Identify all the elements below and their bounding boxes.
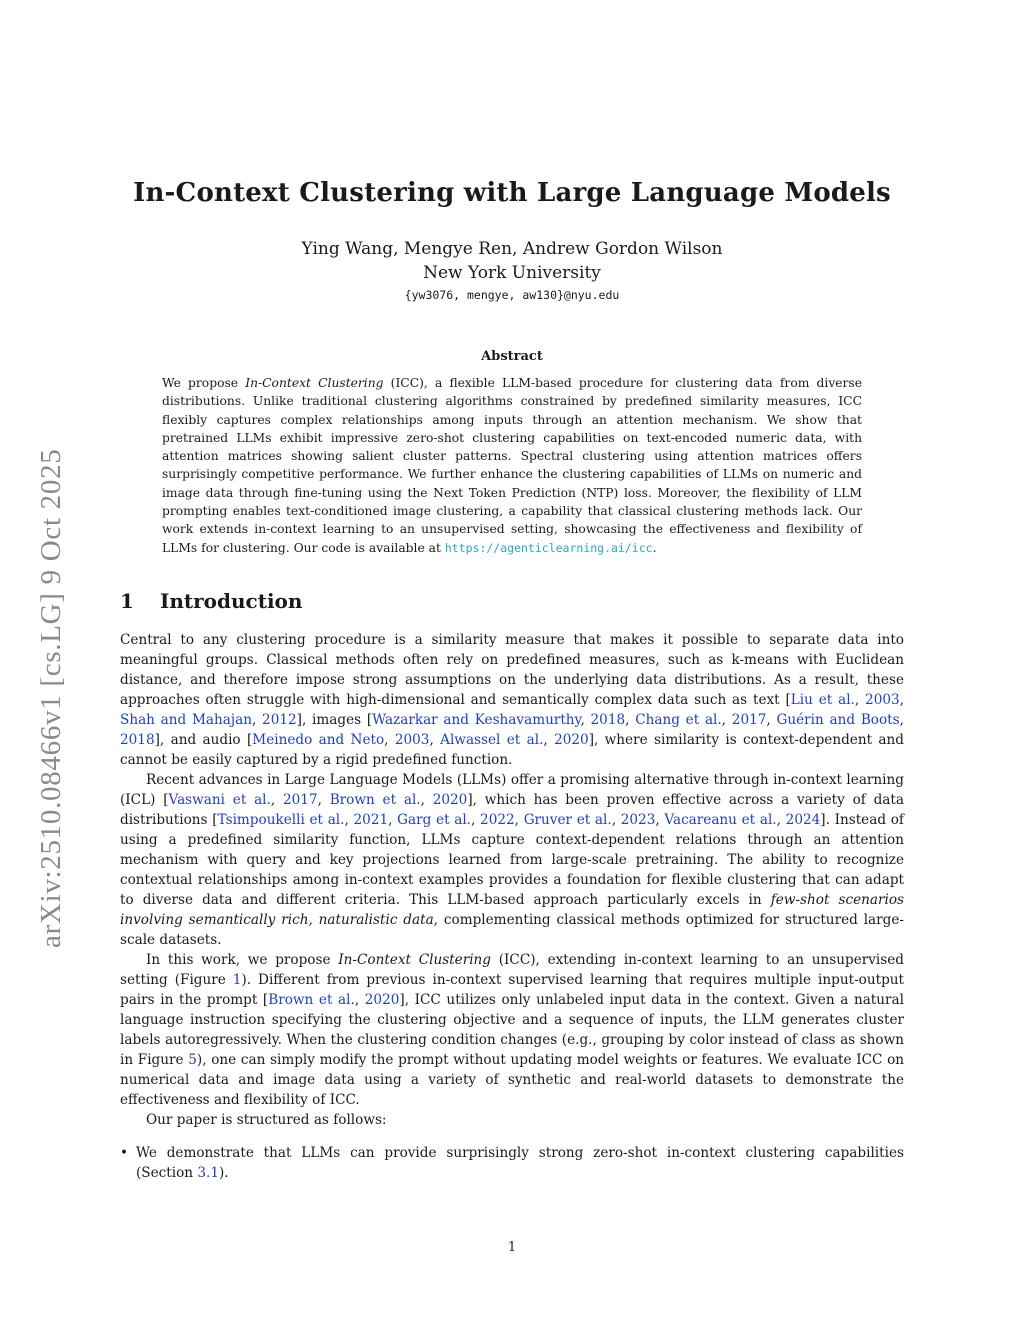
citation-link[interactable]: Liu et al. (790, 692, 855, 708)
citation-link[interactable]: Vaswani et al. (168, 792, 271, 808)
contribution-list (120, 1143, 904, 1183)
section-title: Introduction (160, 589, 303, 613)
citation-link[interactable]: Vacareanu et al. (664, 812, 777, 828)
text-run: ). (218, 1165, 229, 1181)
text-run: ], which has been proven effective across a variety of data distributions [ (120, 792, 904, 828)
section-reference-link[interactable]: 3.1 (197, 1165, 219, 1181)
text-run: , (471, 812, 481, 828)
text-run: , (344, 812, 354, 828)
text-run: , (766, 712, 777, 728)
text-run: , (655, 812, 665, 828)
author-emails: {yw3076, mengye, aw130}@nyu.edu (404, 288, 620, 302)
text-run: , (270, 792, 283, 808)
citation-link[interactable]: 2020 (432, 792, 468, 808)
page-number: 1 (507, 1240, 517, 1255)
text-run: , (625, 712, 636, 728)
text-run: , (429, 732, 441, 748)
text-run: Central to any clustering procedure is a similarity measure that makes it possible to separate data into meaningful groups. Classical methods often rely on predefined measures, such as k-means with Euclidean distance, and therefore impose strong assumptions on the underlying data distributions. As a result, these approaches often struggle with high-dimensional and semantically complex data such as text [ (120, 632, 904, 708)
citation-link[interactable]: Garg et al. (397, 812, 472, 828)
figure-reference-link[interactable]: 1 (232, 972, 242, 988)
citation-link[interactable]: 2023 (620, 812, 656, 828)
text-run: ), one can simply modify the prompt without updating model weights or features. We evaluate ICC on numerical data and image data using a variety of synthetic and real-world datasets to demonstrate the effectiveness and flexibility of ICC. (120, 1052, 905, 1108)
text-run: ], where similarity is context-dependent and cannot be easily captured by a rigid predefined function. (120, 732, 904, 768)
intro-paragraph-4: Our paper is structured as follows: (146, 1112, 387, 1128)
figure-reference-link[interactable]: 5 (188, 1052, 197, 1068)
text-run: ]. Instead of using a predefined similarity function, LLMs capture context-dependent relations through an attention mechanism with query and key projections learned from large-scale pretraining. The ability to recognize contextual relationships among in-context examples provides a foundation for flexible clustering that can adapt to diverse data and different criteria. This LLM-based approach particularly excels in (120, 812, 904, 908)
citation-link[interactable]: Chang et al. (635, 712, 722, 728)
citation-link[interactable]: Shah and Mahajan (120, 712, 252, 728)
author-affiliation: New York University (423, 263, 601, 283)
citation-link[interactable]: 2022 (480, 812, 515, 828)
section-heading (120, 589, 302, 613)
author-block (120, 237, 904, 285)
abstract-text: . (652, 540, 657, 555)
citation-link[interactable]: Guérin and Boots (776, 712, 900, 728)
intro-paragraph-3 (120, 950, 904, 1110)
text-run: , (317, 792, 330, 808)
intro-paragraph-2 (120, 770, 904, 950)
citation-link[interactable]: 2003 (865, 692, 900, 708)
text-run: , complementing classical methods optimized for structured large-scale datasets. (120, 912, 904, 948)
code-link[interactable]: https://agenticlearning.ai/icc (444, 540, 653, 555)
citation-link[interactable]: Brown et al. (268, 992, 355, 1008)
text-run: , (251, 712, 263, 728)
text-run: ], images [ (296, 712, 373, 728)
citation-link[interactable]: 2024 (785, 812, 821, 828)
text-run: , (776, 812, 786, 828)
citation-link[interactable]: Gruver et al. (523, 812, 612, 828)
text-run: ). Different from previous in-context supervised learning that requires multiple input-output pairs in the prompt [ (120, 972, 904, 1008)
list-item (120, 1143, 904, 1183)
citation-link[interactable]: 2017 (282, 792, 318, 808)
text-run: , (721, 712, 732, 728)
text-run: , (580, 712, 591, 728)
text-run: , (611, 812, 621, 828)
text-run: We demonstrate that LLMs can provide surprisingly strong zero-shot in-context clustering capabilities (Section (136, 1145, 904, 1181)
text-run: , (899, 712, 904, 728)
text-run: , (388, 812, 398, 828)
citation-link[interactable]: 2017 (731, 712, 767, 728)
arxiv-identifier: arXiv:2510.08466v1 [cs.LG] 9 Oct 2025 (35, 448, 67, 948)
paper-title: In-Context Clustering with Large Language Models (133, 178, 891, 208)
text-run: In this work, we propose (146, 952, 339, 968)
author-names: Ying Wang, Mengye Ren, Andrew Gordon Wilson (301, 239, 723, 259)
text-run: Recent advances in Large Language Models (LLMs) offer a promising alternative through in-context learning (ICL) [ (120, 772, 904, 808)
citation-link[interactable]: Alwassel et al. (440, 732, 544, 748)
citation-link[interactable]: Meinedo and Neto (252, 732, 385, 748)
text-run: (ICC), extending in-context learning to an unsupervised setting (Figure (120, 952, 904, 988)
abstract-body (162, 374, 862, 557)
citation-link[interactable]: Brown et al. (329, 792, 421, 808)
abstract-text: We propose (162, 376, 246, 390)
citation-link[interactable]: 2020 (554, 732, 589, 748)
citation-link[interactable]: 2003 (394, 732, 430, 748)
text-run: , (543, 732, 555, 748)
citation-link[interactable]: 2018 (590, 712, 626, 728)
citation-link[interactable]: Tsimpoukelli et al. (217, 812, 345, 828)
citation-link[interactable]: 2020 (364, 992, 400, 1008)
abstract-emphasis: In-Context Clustering (245, 376, 384, 390)
intro-paragraph-1 (120, 630, 904, 770)
section-number: 1 (120, 589, 134, 613)
citation-link[interactable]: Wazarkar and Keshavamurthy (372, 712, 581, 728)
text-run: ], and audio [ (154, 732, 253, 748)
citation-link[interactable]: 2012 (262, 712, 297, 728)
text-run: , (514, 812, 524, 828)
citation-link[interactable]: 2021 (353, 812, 389, 828)
abstract-heading: Abstract (481, 349, 543, 364)
text-run: , (354, 992, 365, 1008)
text-run: , (420, 792, 433, 808)
introduction-body (120, 630, 904, 1183)
text-run: , (384, 732, 395, 748)
arxiv-sidebar-stamp (33, 380, 69, 948)
text-run: , (854, 692, 866, 708)
emphasis-text: In-Context Clustering (338, 952, 491, 968)
emphasis-text: few-shot scenarios involving semantically rich, naturalistic data (120, 892, 904, 928)
text-run: , (899, 692, 904, 708)
text-run: ], ICC utilizes only unlabeled input data in the context. Given a natural language instruction specifying the clustering objective and a sequence of inputs, the LLM generates cluster labels autoregressively. When the clustering condition changes (e.g., grouping by color instead of class as shown in Figure (120, 992, 904, 1068)
citation-link[interactable]: 2018 (120, 732, 155, 748)
abstract-text: (ICC), a flexible LLM-based procedure for clustering data from diverse distributions. Unlike traditional clustering algorithms constrained by predefined similarity measures, ICC flexibly captures complex relationships among inputs through an attention mechanism. We show that pretrained LLMs exhibit impressive zero-shot clustering capabilities on text-encoded numeric data, with attention matrices showing salient cluster patterns. Spectral clustering using attention matrices offers surprisingly competitive performance. We further enhance the clustering capabilities of LLMs on numeric and image data through fine-tuning using the Next Token Prediction (NTP) loss. Moreover, the flexibility of LLM prompting enables text-conditioned image clustering, a capability that classical clustering methods lack. Our work extends in-context learning to an unsupervised setting, showcasing the effectiveness and flexibility of LLMs for clustering. Our code is available at (162, 376, 863, 555)
